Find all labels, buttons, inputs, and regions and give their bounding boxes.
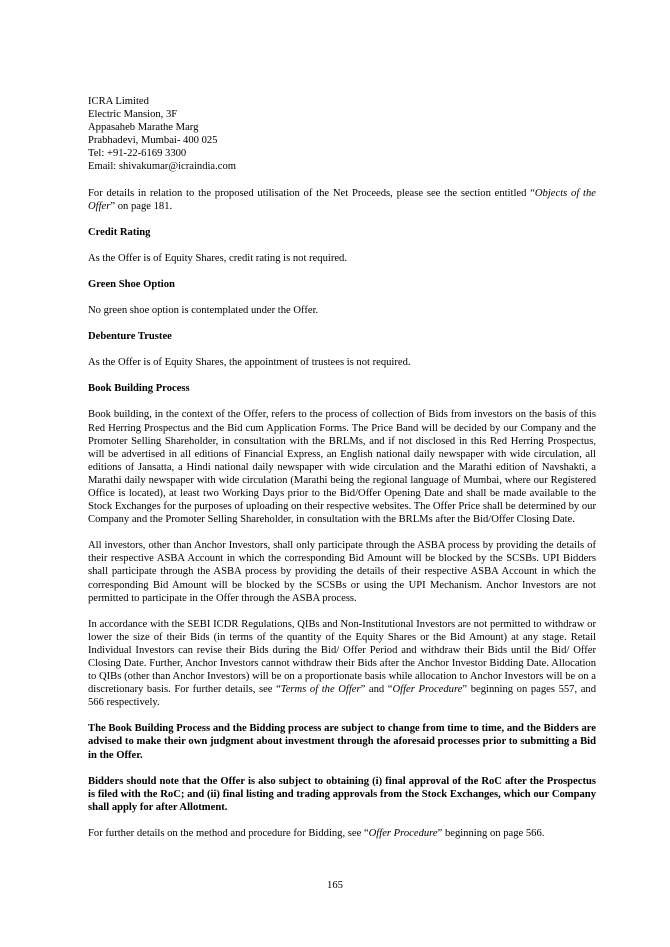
contact-address-block — [88, 95, 596, 174]
book-building-bold-notice-2: Bidders should note that the Offer is also subject to obtaining (i) final approval of the RoC after the Prospectus is filed with the RoC; and (ii) final listing and trading approvals from the Stock Exchanges, which our Company shall apply for after Allotment. — [88, 775, 596, 813]
page-content — [88, 95, 596, 853]
contact-email: Email: shivakumar@icraindia.com — [88, 161, 237, 173]
section-body-debenture-trustee: As the Offer is of Equity Shares, the appointment of trustees is not required. — [88, 357, 411, 369]
section-body-credit-rating: As the Offer is of Equity Shares, credit rating is not required. — [88, 252, 347, 264]
section-heading-book-building-process: Book Building Process — [88, 383, 190, 395]
page-number: 165 — [327, 880, 343, 891]
section-heading-debenture-trustee: Debenture Trustee — [88, 331, 172, 343]
section-body-green-shoe-option: No green shoe option is contemplated under the Offer. — [88, 305, 319, 317]
book-building-paragraph-2: All investors, other than Anchor Investors, shall only participate through the ASBA process by providing the details of their respective ASBA Account in which the corresponding Bid Amount will be blocked by the SCSBs. UPI Bidders shall participate through the ASBA process by providing the details of their respective ASBA Account in which the corresponding Bid Amount will be blocked by the SCSBs or using the UPI Mechanism. Anchor Investors are not permitted to participate in the Offer through the ASBA process. — [88, 540, 596, 604]
section-heading-green-shoe-option: Green Shoe Option — [88, 278, 175, 290]
contact-address-line-2: Appasaheb Marathe Marg — [88, 122, 199, 134]
intro-paragraph: For details in relation to the proposed utilisation of the Net Proceeds, please see the section entitled “Objects of the Offer” on page 181. — [88, 187, 596, 212]
contact-telephone: Tel: +91-22-6169 3300 — [88, 148, 187, 160]
book-building-paragraph-1: Book building, in the context of the Offer, refers to the process of collection of Bids from investors on the basis of this Red Herring Prospectus and the Bid cum Application Forms. The Price Band will be decided by our Company and the Promoter Selling Shareholder, in consultation with the BRLMs, and if not disclosed in this Red Herring Prospectus, will be advertised in all editions of Financial Express, an English national daily newspaper with wide circulation, all editions of Jansatta, a Hindi national daily newspaper with wide circulation and the Marathi edition of Navshakti, a Marathi daily newspaper with wide circulation (Marathi being the regional language of Mumbai, where our Registered Office is located), at least two Working Days prior to the Bid/Offer Opening Date and shall be made available to the Stock Exchanges for the purposes of uploading on their respective websites. The Offer Price shall be determined by our Company and the Promoter Selling Shareholder, in consultation with the BRLMs after the Bid/Offer Closing Date. — [88, 409, 596, 526]
contact-company-name: ICRA Limited — [88, 96, 149, 107]
book-building-paragraph-3: In accordance with the SEBI ICDR Regulations, QIBs and Non-Institutional Investors are not permitted to withdraw or lower the size of their Bids (in terms of the quantity of the Equity Shares or the Bid Amount) at any stage. Retail Individual Investors can revise their Bids during the Bid/ Offer Period and withdraw their Bids until the Bid/ Offer Closing Date. Further, Anchor Investors cannot withdraw their Bids after the Anchor Investor Bidding Date. Allocation to QIBs (other than Anchor Investors) will be on a proportionate basis while allocation to Anchor Investors will be on a discretionary basis. For further details, see “Terms of the Offer” and “Offer Procedure” beginning on pages 557, and 566 respectively. — [88, 618, 596, 709]
section-heading-credit-rating: Credit Rating — [88, 226, 151, 238]
contact-address-line-1: Electric Mansion, 3F — [88, 109, 178, 121]
book-building-bold-notice-1: The Book Building Process and the Bidding process are subject to change from time to time, and the Bidders are advised to make their own judgment about investment through the aforesaid processes prior to submitting a Bid in the Offer. — [88, 723, 596, 761]
book-building-closing-paragraph: For further details on the method and procedure for Bidding, see “Offer Procedure” beginning on page 566. — [88, 827, 545, 839]
contact-address-line-3: Prabhadevi, Mumbai- 400 025 — [88, 135, 218, 147]
